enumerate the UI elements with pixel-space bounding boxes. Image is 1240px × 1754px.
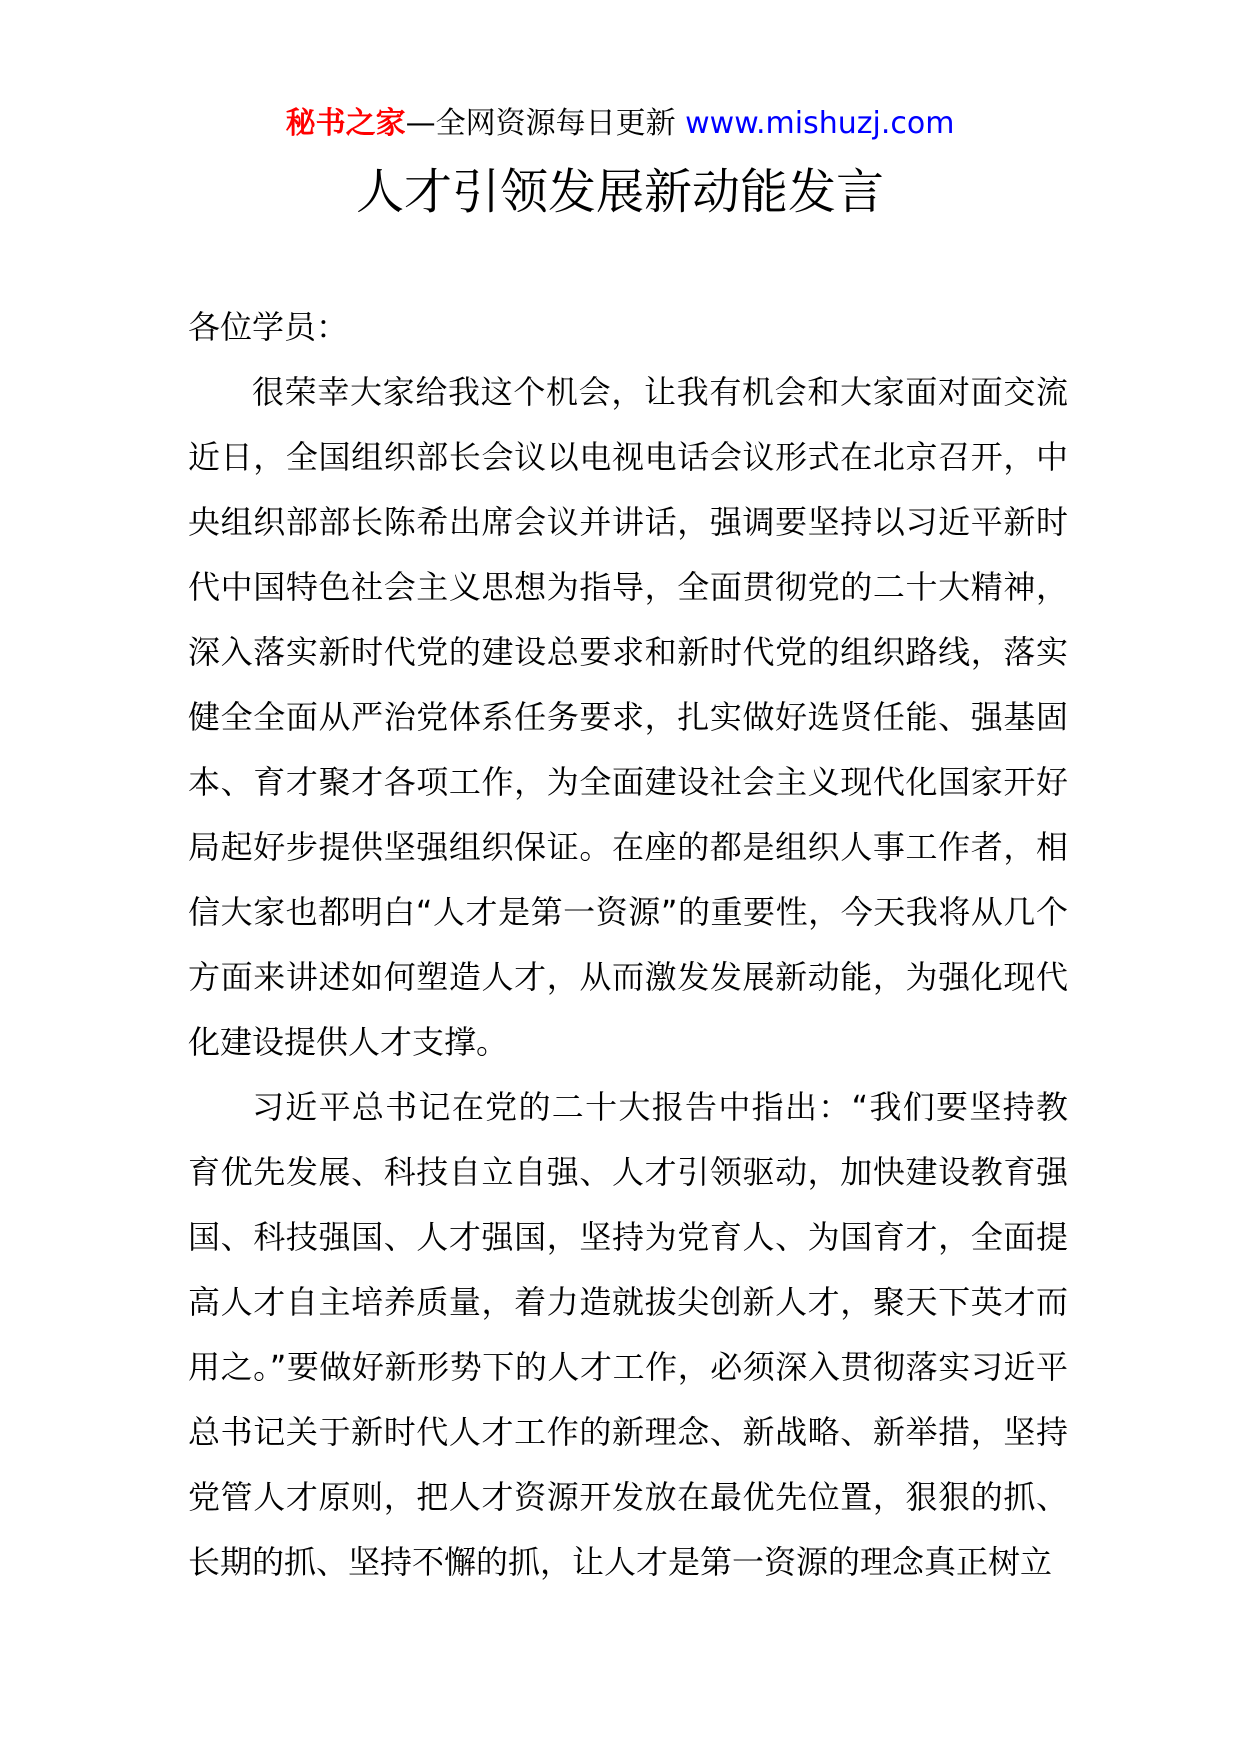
paragraph: 很荣幸大家给我这个机会，让我有机会和大家面对面交流近日，全国组织部长会议以电视电话会议形式在北京召开，中央组织部部长陈希出席会议并讲话，强调要坚持以习近平新时代中国特色社会主义思想为指导，全面贯彻党的二十大精神，深入落实新时代党的建设总要求和新时代党的组织路线，落实健全全面从严治党体系任务要求，扎实做好选贤任能、强基固本、育才聚才各项工作，为全面建设社会主义现代化国家开好局起好步提供坚强组织保证。在座的都是组织人事工作者，相信大家也都明白“人才是第一资源”的重要性，今天我将从几个方面来讲述如何塑造人才，从而激发发展新动能，为强化现代化建设提供人才支撑。 [188, 373, 1068, 1061]
paragraph: 习近平总书记在党的二十大报告中指出：“我们要坚持教育优先发展、科技自立自强、人才引领驱动，加快建设教育强国、科技强国、人才强国，坚持为党育人、为国育才，全面提高人才自主培养质量，着力造就拔尖创新人才，聚天下英才而用之。”要做好新形势下的人才工作，必须深入贯彻落实习近平总书记关于新时代人才工作的新理念、新战略、新举措，坚持党管人才原则，把人才资源开发放在最优先位置，狠狠的抓、长期的抓、坚持不懈的抓，让人才是第一资源的理念真正树立 [188, 1088, 1068, 1581]
brand-name: 秘书之家 [285, 106, 406, 141]
salutation: 各位学员： [188, 308, 349, 346]
document-body [188, 295, 1068, 1595]
banner-slogan: —全网资源每日更新 [405, 106, 686, 141]
site-url-link[interactable]: www.mishuzj.com [685, 106, 955, 141]
site-banner [0, 104, 1240, 144]
document-title: 人才引领发展新动能发言 [355, 164, 884, 220]
